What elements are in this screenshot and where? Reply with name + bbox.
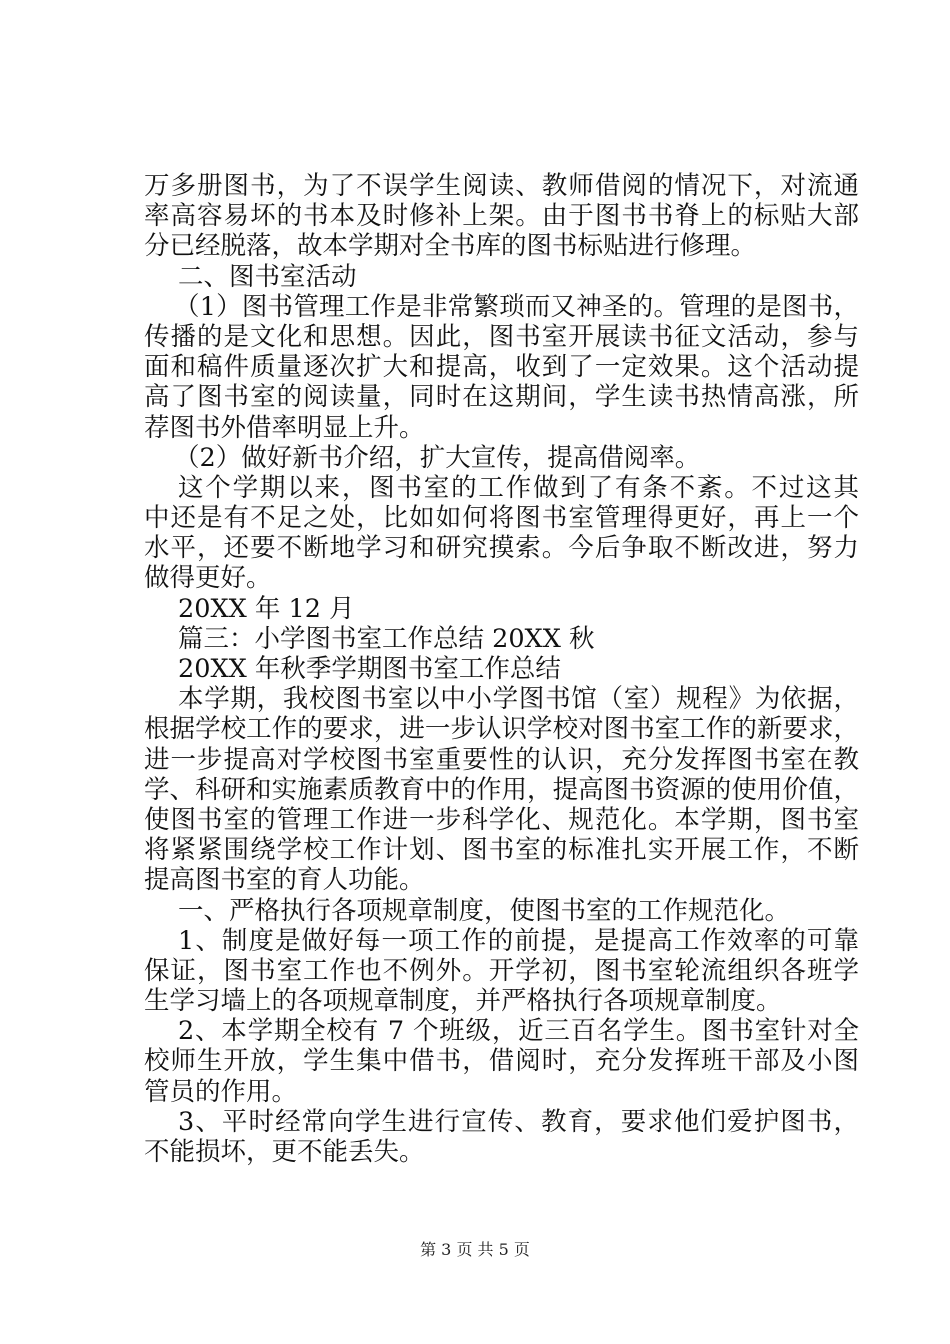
text-line: 20XX 年秋季学期图书室工作总结 bbox=[178, 654, 561, 684]
text-line: 面和稿件质量逐次扩大和提高，收到了一定效果。这个活动提 bbox=[144, 352, 859, 383]
text-line: 万多册图书，为了不误学生阅读、教师借阅的情况下，对流通 bbox=[144, 171, 859, 201]
text-line: 3、平时经常向学生进行宣传、教育，要求他们爱护图书， bbox=[178, 1106, 859, 1137]
text-line: 荐图书外借率明显上升。 bbox=[144, 412, 425, 443]
text-line: 提高图书室的育人功能。 bbox=[144, 865, 425, 896]
page-footer: 第 3 页 共 5 页 bbox=[420, 1240, 530, 1259]
text-line: 中还是有不足之处，比如如何将图书室管理得更好，再上一个 bbox=[144, 503, 859, 534]
text-line: 二、图书室活动 bbox=[178, 261, 357, 292]
text-line: 20XX 年 12 月 bbox=[178, 593, 355, 624]
text-line: 2、本学期全校有 7 个班级，近三百名学生。图书室针对全 bbox=[178, 1016, 859, 1047]
document-body bbox=[144, 171, 859, 1167]
text-line: 高了图书室的阅读量，同时在这期间，学生读书热情高涨，所 bbox=[144, 382, 859, 413]
text-line: 校师生开放，学生集中借书，借阅时，充分发挥班干部及小图 bbox=[144, 1046, 859, 1077]
text-line: 率高容易坏的书本及时修补上架。由于图书书脊上的标贴大部 bbox=[144, 201, 859, 232]
text-line: （1）图书管理工作是非常繁琐而又神圣的。管理的是图书， bbox=[174, 291, 859, 322]
text-line: 本学期，我校图书室以中小学图书馆（室）规程》为依据， bbox=[178, 684, 859, 715]
text-line: 这个学期以来，图书室的工作做到了有条不紊。不过这其 bbox=[178, 472, 859, 503]
text-line: 做得更好。 bbox=[144, 563, 272, 594]
text-line: 管员的作用。 bbox=[144, 1076, 298, 1107]
text-line: 水平，还要不断地学习和研究摸索。今后争取不断改进，努力 bbox=[144, 533, 859, 564]
text-line: 生学习墙上的各项规章制度，并严格执行各项规章制度。 bbox=[144, 986, 782, 1017]
text-line: 分已经脱落，故本学期对全书库的图书标贴进行修理。 bbox=[144, 231, 757, 262]
text-line: 保证，图书室工作也不例外。开学初，图书室轮流组织各班学 bbox=[144, 955, 859, 986]
text-line: 传播的是文化和思想。因此，图书室开展读书征文活动，参与 bbox=[144, 321, 859, 352]
text-line: 进一步提高对学校图书室重要性的认识，充分发挥图书室在教 bbox=[144, 744, 859, 775]
text-line: 不能损坏，更不能丢失。 bbox=[144, 1137, 425, 1167]
text-line: 使图书室的管理工作进一步科学化、规范化。本学期，图书室 bbox=[144, 804, 859, 835]
text-line: 一、严格执行各项规章制度，使图书室的工作规范化。 bbox=[178, 895, 791, 926]
text-line: 学、科研和实施素质教育中的作用，提高图书资源的使用价值， bbox=[144, 774, 859, 805]
text-line: 将紧紧围绕学校工作计划、图书室的标准扎实开展工作，不断 bbox=[144, 835, 859, 866]
text-line: 篇三：小学图书室工作总结 20XX 秋 bbox=[178, 623, 595, 654]
text-line: 根据学校工作的要求，进一步认识学校对图书室工作的新要求， bbox=[144, 714, 859, 745]
text-line: 1、制度是做好每一项工作的前提，是提高工作效率的可靠 bbox=[178, 925, 859, 956]
text-line: （2）做好新书介绍，扩大宣传，提高借阅率。 bbox=[174, 442, 701, 473]
